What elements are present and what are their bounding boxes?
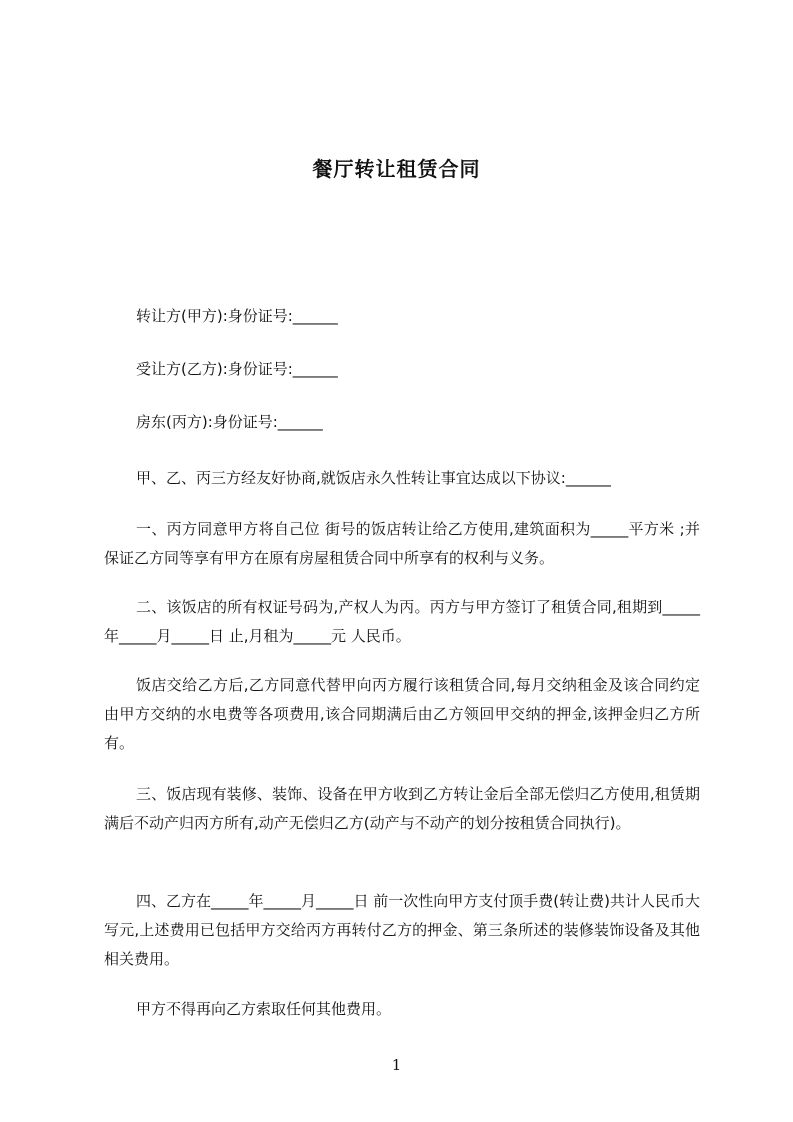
transferee-party-line: 受让方(乙方):身份证号:______ [136, 360, 338, 378]
clause-one-paragraph: 一、丙方同意甲方将自己位 街号的饭店转让给乙方使用,建筑面积为_____平方米 ;并保证乙方同等享有甲方在原有房屋租赁合同中所享有的权利与义务。 [104, 520, 700, 567]
lease-performance-paragraph: 饭店交给乙方后,乙方同意代替甲向丙方履行该租赁合同,每月交纳租金及该合同约定由甲方交纳的水电费等各项费用,该合同期满后由乙方领回甲交纳的押金,该押金归乙方所有。 [104, 676, 700, 752]
clause-three-paragraph: 三、饭店现有装修、装饰、设备在甲方收到乙方转让金后全部无偿归乙方使用,租赁期满后不动产归丙方所有,动产无偿归乙方(动产与不动产的划分按租赁合同执行)。 [104, 785, 700, 832]
transferor-party-line: 转让方(甲方):身份证号:______ [136, 307, 338, 325]
clause-two-paragraph: 二、该饭店的所有权证号码为,产权人为丙。丙方与甲方签订了租赁合同,租期到_____年_____月_____日 止,月租为_____元 人民币。 [104, 598, 700, 645]
page-number: 1 [391, 1056, 402, 1074]
no-extra-fees-paragraph: 甲方不得再向乙方索取任何其他费用。 [136, 1000, 392, 1018]
agreement-intro-paragraph: 甲、乙、丙三方经友好协商,就饭店永久性转让事宜达成以下协议:______ [136, 469, 611, 487]
landlord-party-line: 房东(丙方):身份证号:______ [136, 413, 323, 431]
document-title: 餐厅转让租赁合同 [312, 157, 481, 182]
clause-four-paragraph: 四、乙方在_____年_____月_____日 前一次性向甲方支付顶手费(转让费)共计人民币大写元,上述费用已包括甲方交给丙方再转付乙方的押金、第三条所述的装修装饰设备及其他相关费用。 [104, 892, 700, 968]
